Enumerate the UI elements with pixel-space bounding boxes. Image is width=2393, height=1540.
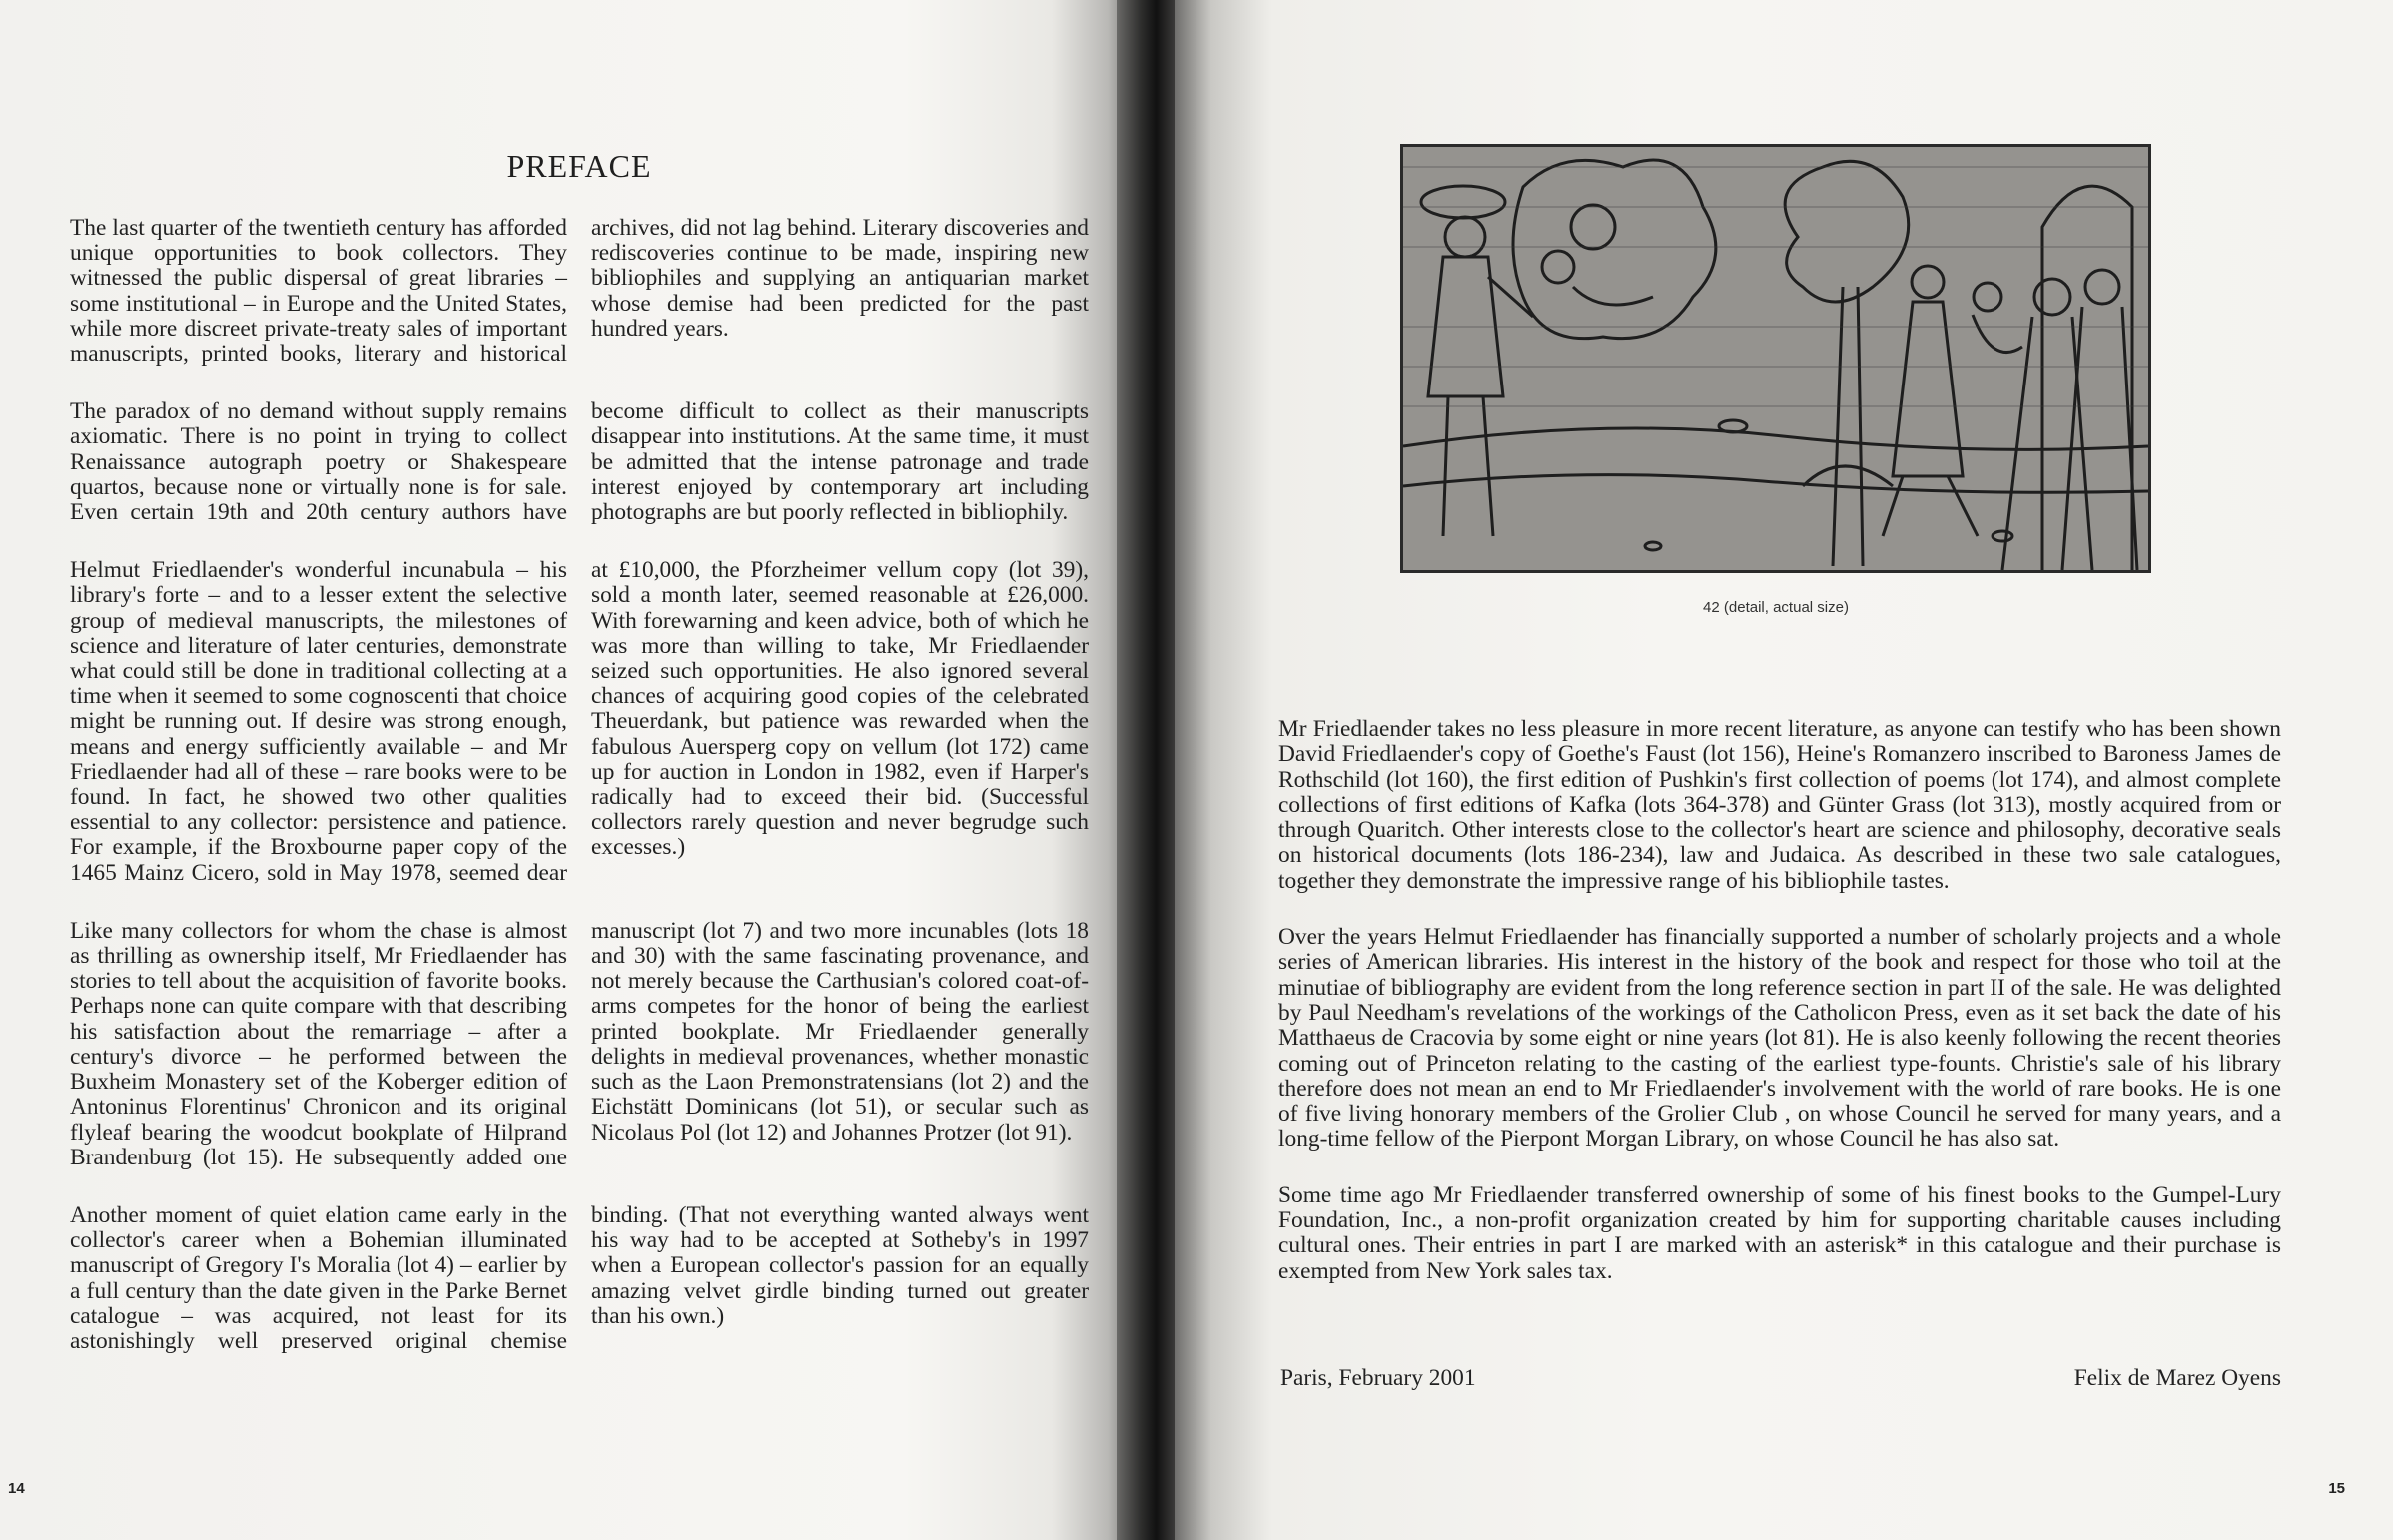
preface-paragraph-1: The last quarter of the twentieth century has afforded unique opportunities to book collectors. They witnessed the public dispersal of great libraries – some institutional – in Europe and the United States, while more discreet private-treaty sales of important manuscripts, printed books, literary and historical archives, did not lag behind. Literary discoveries and rediscoveries continue to be made, inspiring new bibliophiles and supplying an antiquarian market whose demise had been predicted for the past hundred years. [70, 215, 1089, 368]
author-signature: Felix de Marez Oyens [2073, 1365, 2281, 1391]
right-body [1278, 717, 2281, 1315]
place-date: Paris, February 2001 [1280, 1365, 1476, 1391]
right-paragraph-2: Over the years Helmut Friedlaender has financially supported a number of scholarly projects and a whole series of American libraries. His interest in the history of the book and respect for those who toil at the minutiae of bibliography are evident from the long reference section in part II of the sale. He was delighted by Paul Needham's revelations of the workings of the Catholicon Press, even as it set back the date of his Matthaeus de Cracovia by some eight or nine years (lot 81). He is also keenly following the recent theories coming out of Princeton relating to the casting of the earliest type-founts. Christie's sale of his library therefore does not mean an end to Mr Friedlaender's involvement with the world of rare books. He is one of five living honorary members of the Grolier Club , on whose Council he served for many years, and a long-time fellow of the Pierpont Morgan Library, on whose Council he has also sat. [1278, 924, 2281, 1153]
page-title: PREFACE [506, 148, 652, 184]
figure-caption: 42 (detail, actual size) [1703, 599, 1849, 616]
preface-paragraph-2: The paradox of no demand without supply remains axiomatic. There is no point in trying to collect Renaissance autograph poetry or Shakespeare quartos, because none or virtually none is for sale. Even certain 19th and 20th century authors have become difficult to collect as their manuscripts disappear into institutions. At the same time, it must be admitted that the intense patronage and trade interest enjoyed by contemporary art including photographs are but poorly reflected in bibliophily. [70, 398, 1089, 526]
preface-paragraph-4: Like many collectors for whom the chase is almost as thrilling as ownership itself, Mr Friedlaender has stories to tell about the acquisition of favorite books. Perhaps none can quite compare with that describing his satisfaction about the remarriage – after a century's divorce – he performed between the Buxheim Monastery set of the Koberger edition of Antoninus Florentinus' Chronicon and its original flyleaf bearing the woodcut bookplate of Hilprand Brandenburg (lot 15). He subsequently added one manuscript (lot 7) and two more incunables (lots 18 and 30) with the same fascinating provenance, and not merely because the Carthusian's colored coat-of-arms competes for the honor of being the earliest printed bookplate. Mr Friedlaender generally delights in medieval provenances, whether monastic such as the Laon Premonstratensians (lot 2) and the Eichstätt Dominicans (lot 51), or secular such as Nicolaus Pol (lot 12) and Johannes Protzer (lot 91). [70, 917, 1089, 1170]
right-paragraph-1: Mr Friedlaender takes no less pleasure in more recent literature, as anyone can testify who has been shown David Friedlaender's copy of Goethe's Faust (lot 156), Heine's Romanzero inscribed to Baroness James de Rothschild (lot 160), the first edition of Pushkin's first collection of poems (lot 174), and almost complete collections of first editions of Kafka (lots 364-378) and Günter Grass (lot 313), mostly acquired from or through Quaritch. Other interests close to the collector's heart are science and philosophy, decorative seals on historical documents (lots 186-234), law and Judaica. As described in these two sale catalogues, together they demonstrate the impressive range of his bibliophile tastes. [1278, 716, 2281, 894]
page-number-right: 15 [2328, 1480, 2345, 1497]
page-number-left: 14 [8, 1480, 25, 1497]
right-paragraph-3: Some time ago Mr Friedlaender transferred ownership of some of his finest books to the Gumpel-Lury Foundation, Inc., a non-profit organization created by him for supporting charitable causes including cultural ones. Their entries in part I are marked with an asterisk* in this catalogue and their purchase is exempted from New York sales tax. [1278, 1181, 2281, 1284]
preface-paragraph-3: Helmut Friedlaender's wonderful incunabula – his library's forte – and to a lesser extent the selective group of medieval manuscripts, the milestones of science and literature of later centuries, demonstrate what could still be done in traditional collecting at a time when it seemed to some cognoscenti that choice might be running out. If desire was strong enough, means and energy sufficiently available – and Mr Friedlaender had all of these – rare books were to be found. In fact, he showed two other qualities essential to any collector: persistence and patience. For example, if the Broxbourne paper copy of the 1465 Mainz Cicero, sold in May 1978, seemed dear at £10,000, the Pforzheimer vellum copy (lot 39), sold a month later, seemed reasonable at £26,000. With forewarning and keen advice, both of which he was more than willing to take, Mr Friedlaender seized such opportunities. He also ignored several chances of acquiring good copies of the celebrated Theuerdank, but patience was rewarded when the fabulous Auersperg copy on vellum (lot 172) came up for auction in London in 1982, even if Harper's radically had to exceed their bid. (Successful collectors rarely question and never begrudge such excesses.) [70, 557, 1089, 886]
preface-paragraph-5: Another moment of quiet elation came early in the collector's career when a Bohemian illuminated manuscript of Gregory I's Moralia (lot 4) – earlier by a full century than the date given in the Parke Bernet catalogue – was acquired, not least for its astonishingly well preserved original chemise binding. (That not everything wanted always went his way had to be accepted at Sotheby's in 1997 when a European collector's passion for an equally amazing velvet girdle binding turned out greater than his own.) [70, 1201, 1089, 1354]
woodcut-illustration [1400, 144, 2151, 573]
left-page [0, 0, 1131, 1540]
woodcut-drawing [1403, 147, 2148, 570]
preface-body [70, 216, 1089, 1387]
